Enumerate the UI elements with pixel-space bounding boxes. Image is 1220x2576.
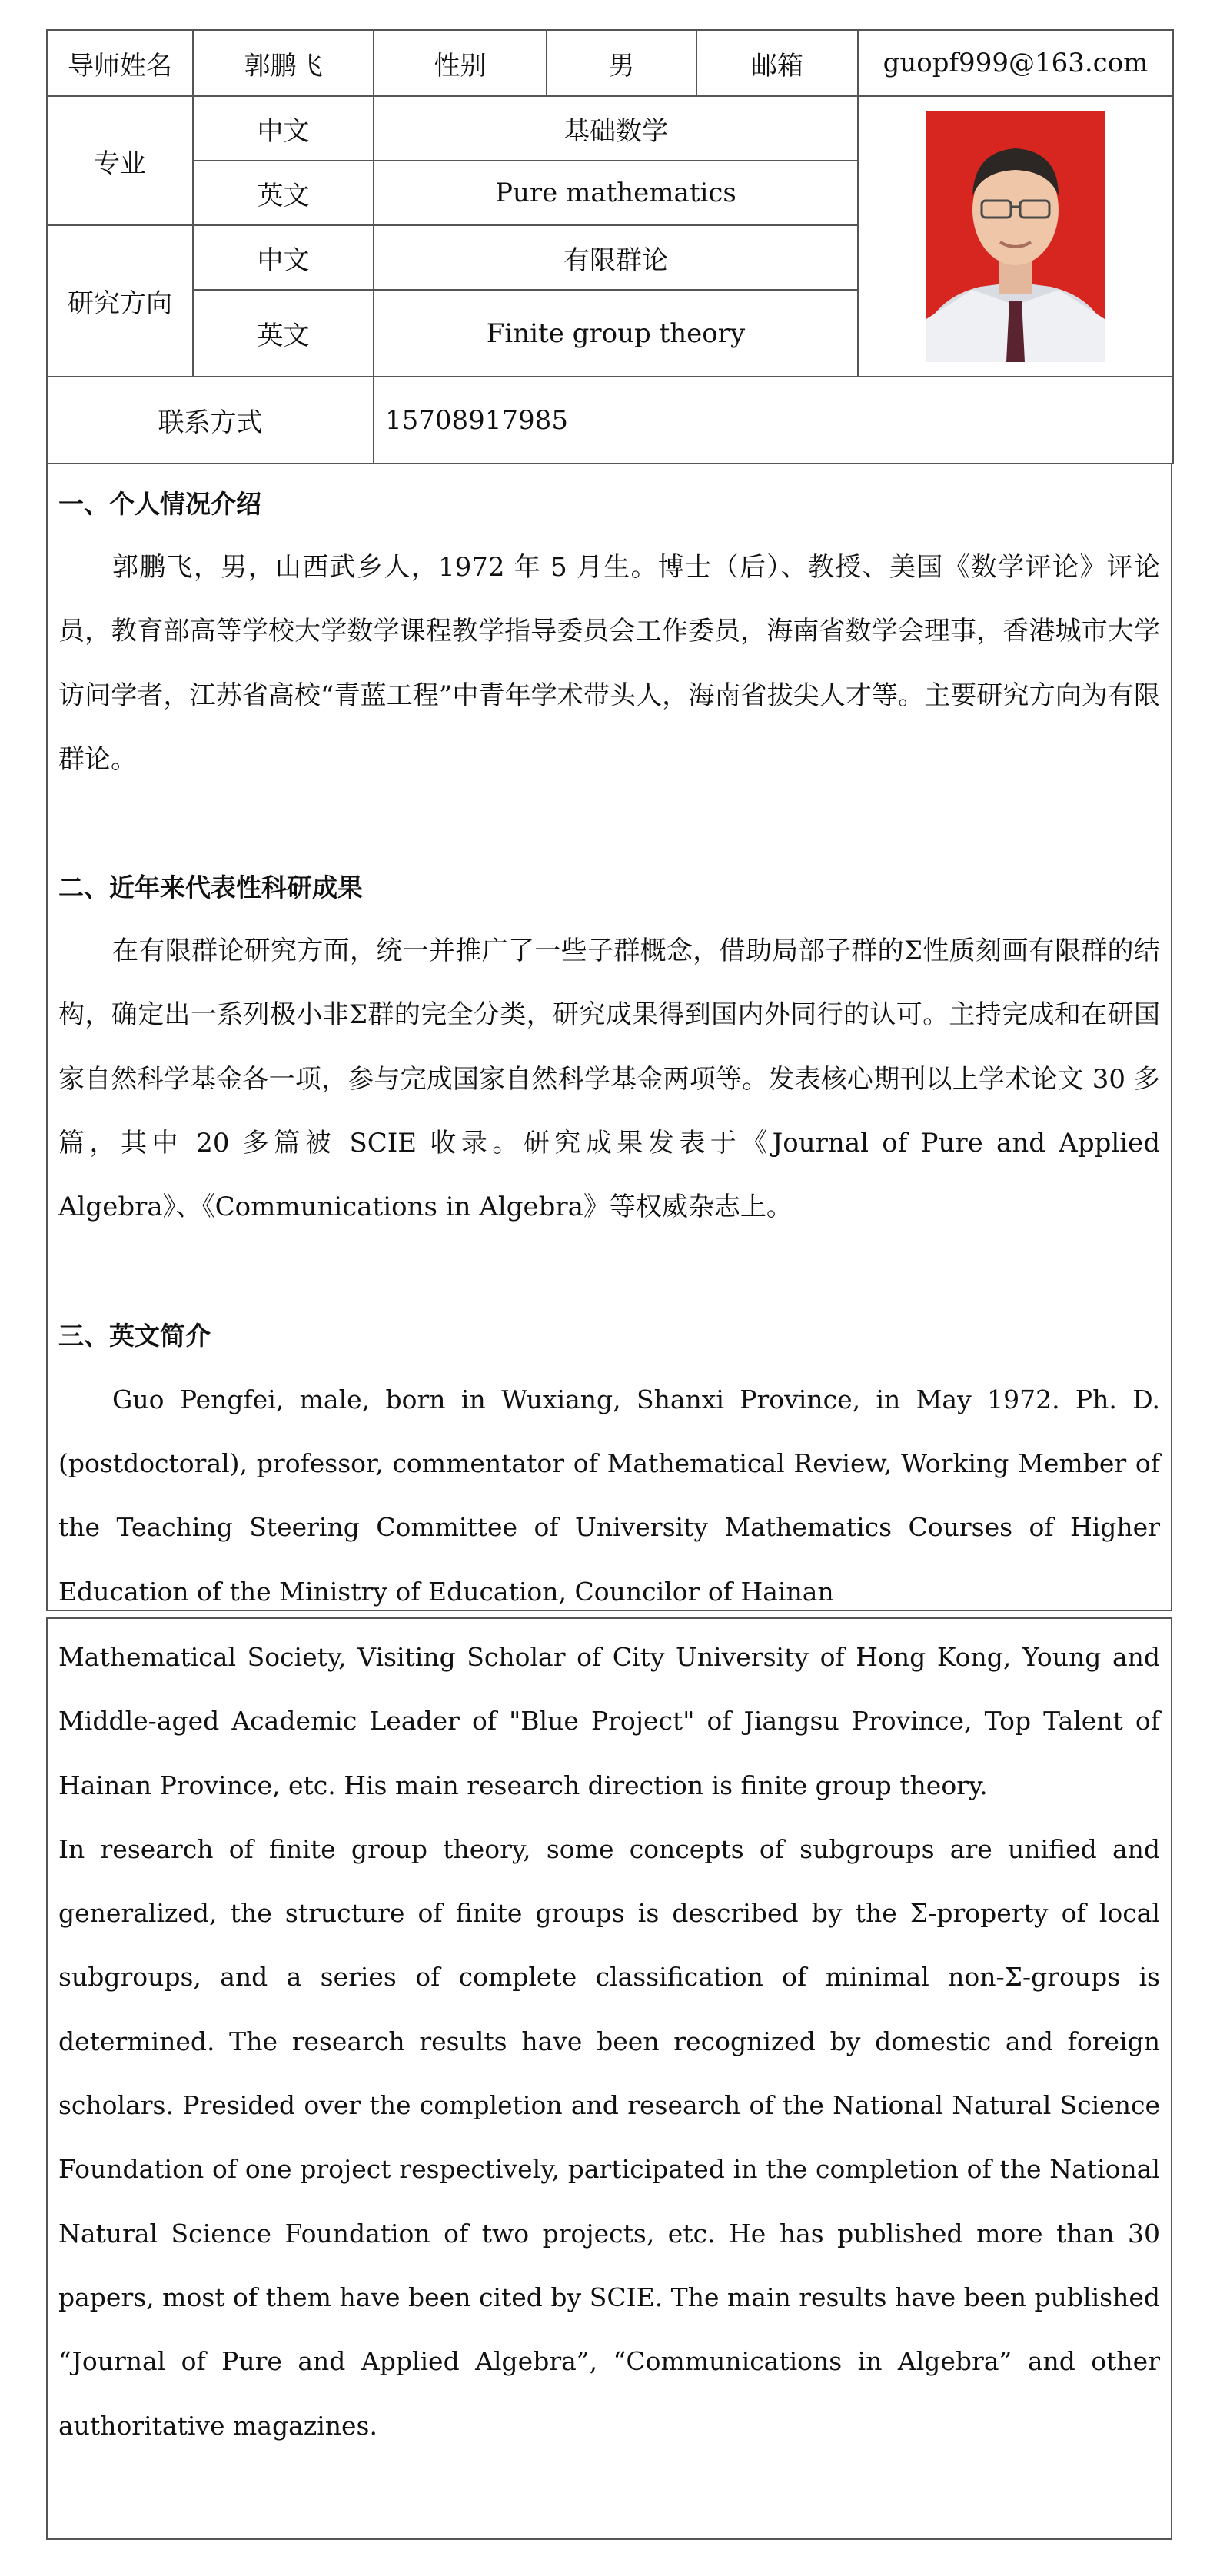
contact-label: 联系方式 [47,377,374,464]
major-label: 专业 [47,96,193,225]
section-english-title: 三、英文简介 [58,1320,211,1351]
photo-cell [858,96,1173,377]
section-personal-title: 一、个人情况介绍 [58,489,261,519]
portrait-photo [926,111,1105,362]
gender-label: 性别 [374,30,547,96]
email-value[interactable]: guopf999@163.com [858,30,1173,96]
major-cn-label: 中文 [193,96,374,161]
research-en: Finite group theory [374,290,858,377]
content-section-box [46,464,1172,1611]
section-english-text-2: Mathematical Society, Visiting Scholar of City University of Hong Kong, Young and Middle-aged Academic Leader of "Blue Project" of Jiangsu Province, Top Talent of Hainan Province, etc. His main research direction is finite group theory. [58,1642,1160,1800]
research-en-label: 英文 [193,290,374,377]
advisor-name: 郭鹏飞 [193,30,374,96]
advisor-name-label: 导师姓名 [47,30,193,96]
section-personal-text: 郭鹏飞，男，山西武乡人，1972 年 5 月生。博士（后）、教授、美国《数学评论》评论员，教育部高等学校大学数学课程教学指导委员会工作委员，海南省数学会理事，香港城市大学访问学者，江苏省高校“青蓝工程”中青年学术带头人，海南省拔尖人才等。主要研究方向为有限群论。 [58,552,1160,775]
info-table [46,29,1174,464]
section-research-text: 在有限群论研究方面，统一并推广了一些子群概念，借助局部子群的Σ性质刻画有限群的结构，确定出一系列极小非Σ群的完全分类，研究成果得到国内外同行的认可。主持完成和在研国家自然科学基金各一项，参与完成国家自然科学基金两项等。发表核心期刊以上学术论文 30 多篇，其中 20 多篇被 SCIE 收录。研究成果发表于《Journal of Pure and Applied Algebra》、《Communications in Algebra》等权威杂志上。 [58,936,1160,1223]
section-english-text-3: In research of finite group theory, some concepts of subgroups are unified and generalized, the structure of finite groups is described by the Σ-property of local subgroups, and a series of complete classification of minimal non-Σ-groups is determined. The research results have been recognized by domestic and foreign scholars. Presided over the completion and research of the National Natural Science Foundation of one project respectively, participated in the completion of the National Natural Science Foundation of two projects, etc. He has published more than 30 papers, most of them have been cited by SCIE. The main results have been published “Journal of Pure and Applied Algebra”, “Communications in Algebra” and other authoritative magazines. [58,1833,1160,2441]
major-cn: 基础数学 [374,96,858,161]
section-english-text-1: Guo Pengfei, male, born in Wuxiang, Shanxi Province, in May 1972. Ph. D. (postdoctoral), professor, commentator of Mathematical Review, Working Member of the Teaching Steering Committee of University Mathematics Courses of Higher Education of the Ministry of Education, Councilor of Hainan [58,1384,1160,1607]
major-en: Pure mathematics [374,161,858,225]
research-cn: 有限群论 [374,225,858,290]
gender-value: 男 [547,30,696,96]
email-label: 邮箱 [696,30,858,96]
research-label: 研究方向 [47,225,193,377]
contact-value: 15708917985 [374,377,1173,464]
continued-box [46,1617,1172,2540]
research-cn-label: 中文 [193,225,374,290]
profile-sheet [46,29,1172,2540]
major-en-label: 英文 [193,161,374,225]
section-research-title: 二、近年来代表性科研成果 [58,873,363,903]
